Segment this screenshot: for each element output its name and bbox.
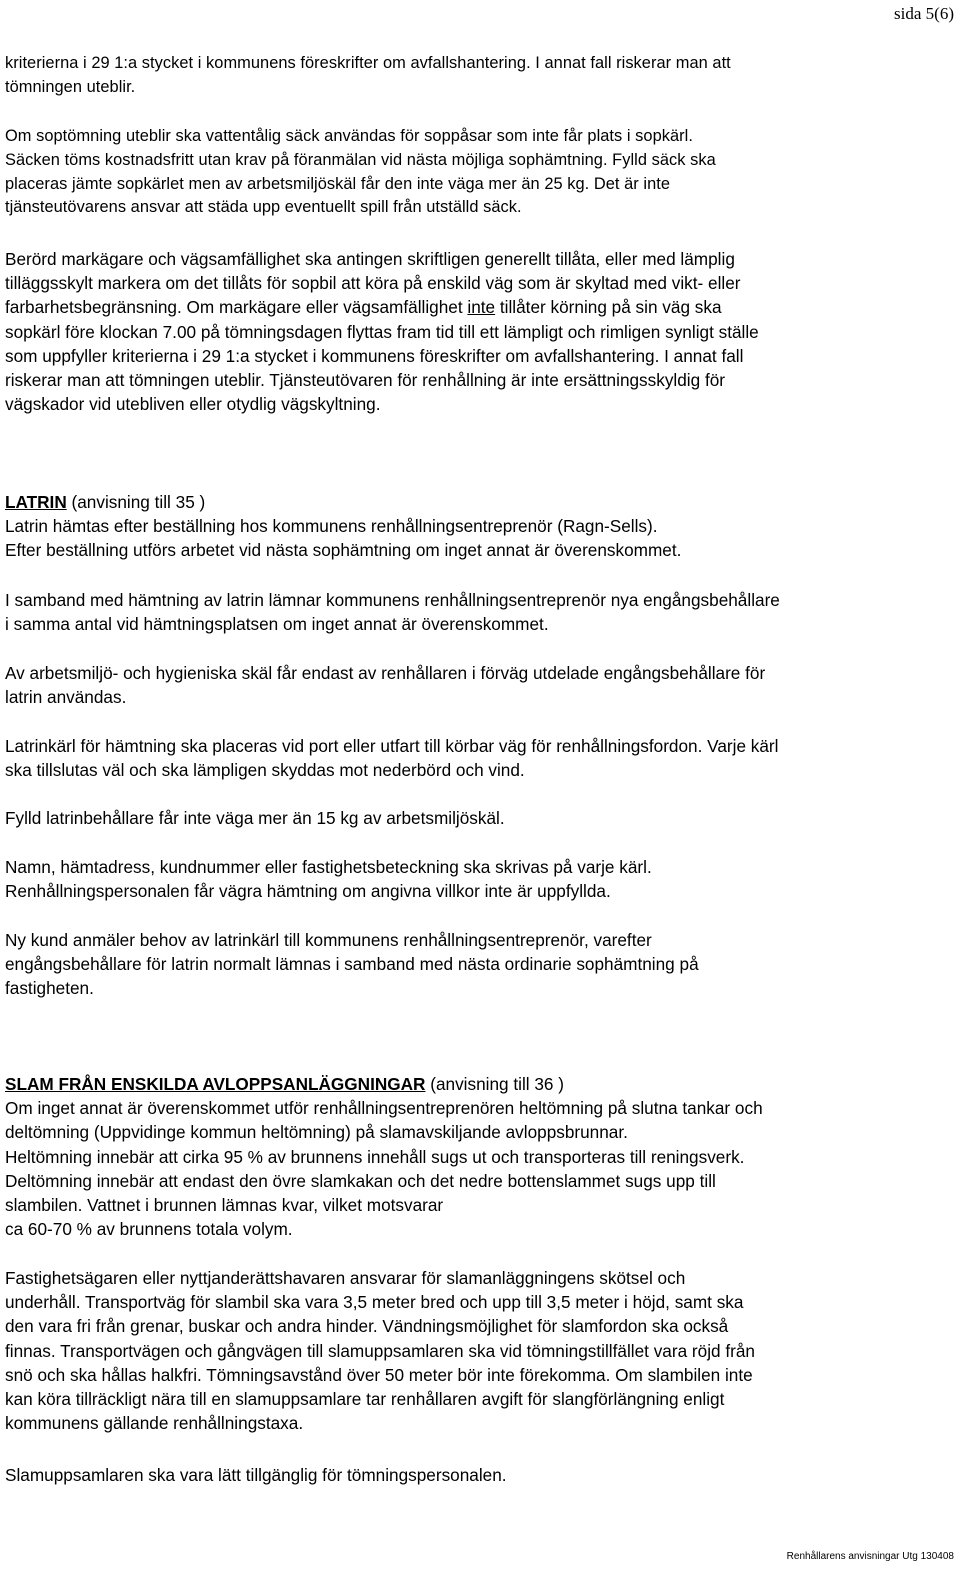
text-line: kommunens gällande renhållningstaxa.: [5, 1413, 304, 1434]
text-line: Fylld latrinbehållare får inte väga mer än 15 kg av arbetsmiljöskäl.: [5, 808, 505, 828]
heading-line: [5, 1072, 955, 1096]
text-line: som uppfyller kriterierna i 29 1:a stycket i kommunens föreskrifter om avfallshantering. I annat fall: [5, 345, 744, 366]
text-line: Om soptömning uteblir ska vattentålig säck användas för soppåsar som inte får plats i sopkärl.: [5, 127, 693, 145]
text-line: I samband med hämtning av latrin lämnar kommunens renhållningsentreprenör nya engångsbehållare: [5, 590, 780, 610]
text-line: vägskador vid utebliven eller otydlig vägskyltning.: [5, 394, 381, 415]
section-latrin-heading: [5, 490, 955, 563]
section-title: SLAM FRÅN ENSKILDA AVLOPPSANLÄGGNINGAR: [5, 1074, 426, 1094]
text-line: latrin användas.: [5, 687, 127, 708]
text-line: Ny kund anmäler behov av latrinkärl till kommunens renhållningsentreprenör, varefter: [5, 930, 652, 950]
text-line: fastigheten.: [5, 978, 94, 999]
text-line: underhåll. Transportväg för slambil ska vara 3,5 meter bred och upp till 3,5 meter i höjd, samt ska: [5, 1292, 744, 1313]
text-line: Säcken töms kostnadsfritt utan krav på föranmälan vid nästa möjliga sophämtning. Fylld säck ska: [5, 150, 716, 169]
text-line: ska tillslutas väl och ska lämpligen skyddas mot nederbörd och vind.: [5, 760, 525, 781]
text-segment: tillåter körning på sin väg ska: [495, 297, 722, 318]
text-line: Om inget annat är överenskommet utför renhållningsentreprenören heltömning på slutna tankar och: [5, 1098, 763, 1119]
paragraph-slam-access: [5, 1463, 955, 1487]
text-line: [5, 295, 955, 319]
text-line: Efter beställning utförs arbetet vid nästa sophämtning om inget annat är överenskommet.: [5, 540, 682, 561]
text-line: ca 60-70 % av brunnens totala volym.: [5, 1219, 293, 1240]
text-line: tilläggsskylt markera om det tillåts för sopbil att köra på enskild väg som är skyltad med vikt- eller: [5, 273, 741, 294]
page-number: sida 5(6): [894, 4, 954, 23]
text-line: engångsbehållare för latrin normalt lämnas i samband med nästa ordinarie sophämtning på: [5, 954, 699, 975]
section-title: LATRIN: [5, 492, 67, 512]
paragraph-latrin-labeling: [5, 855, 955, 903]
text-line: Av arbetsmiljö- och hygieniska skäl får endast av renhållaren i förväg utdelade engångsbehållare för: [5, 663, 766, 683]
text-line: tömningen uteblir.: [5, 77, 136, 96]
text-line: snö och ska hållas halkfri. Tömningsavstånd över 50 meter bör inte förekomma. Om slambilen inte: [5, 1364, 753, 1385]
text-line: kan köra tillräckligt nära till en slamuppsamlare tar renhållaren avgift för slangförlängning enligt: [5, 1389, 725, 1410]
text-line: den vara fri från grenar, buskar och andra hinder. Vändningsmöjlighet för slamfordon ska också: [5, 1316, 729, 1337]
paragraph-criteria: [5, 52, 955, 100]
text-line: riskerar man att tömningen uteblir. Tjänsteutövaren för renhållning är inte ersättningsskyldig för: [5, 370, 726, 391]
paragraph-latrin-new-customer: [5, 928, 955, 1001]
text-line: Renhållningspersonalen får vägra hämtning om angivna villkor inte är uppfyllda.: [5, 881, 611, 902]
text-line: i samma antal vid hämtningsplatsen om inget annat är överenskommet.: [5, 614, 549, 635]
text-line: Fastighetsägaren eller nyttjanderättshavaren ansvarar för slamanläggningens skötsel och: [5, 1268, 686, 1288]
text-line: Latrinkärl för hämtning ska placeras vid port eller utfart till körbar väg för renhållningsfordon. Varje kärl: [5, 736, 779, 756]
paragraph-latrin-weight: [5, 806, 955, 830]
text-line: kriterierna i 29 1:a stycket i kommunens föreskrifter om avfallshantering. I annat fall riskerar man att: [5, 54, 731, 72]
paragraph-latrin-placement: [5, 734, 955, 782]
paragraph-landowner: [5, 247, 955, 416]
paragraph-latrin-replacement: [5, 588, 955, 636]
text-line: deltömning (Uppvidinge kommun heltömning) på slamavskiljande avloppsbrunnar.: [5, 1122, 628, 1143]
text-line: Deltömning innebär att endast den övre slamkakan och det nedre bottenslammet sugs upp till: [5, 1170, 716, 1191]
paragraph-slam-responsibility: [5, 1266, 955, 1435]
footer-document-id: Renhållarens anvisningar Utg 130408: [786, 1551, 954, 1562]
section-reference: (anvisning till 36 ): [425, 1074, 564, 1094]
paragraph-waste-bag: [5, 125, 955, 220]
text-line: finnas. Transportvägen och gångvägen till slamuppsamlaren ska vid tömningstillfället vara röjd från: [5, 1340, 755, 1361]
text-line: sopkärl före klockan 7.00 på tömningsdagen flyttas fram tid till ett lämpligt och rimligen synligt ställe: [5, 321, 759, 342]
section-slam: [5, 1072, 955, 1241]
paragraph-latrin-containers: [5, 661, 955, 709]
text-segment: farbarhetsbegränsning. Om markägare eller vägsamfällighet: [5, 297, 468, 318]
text-line: Latrin hämtas efter beställning hos kommunens renhållningsentreprenör (Ragn-Sells).: [5, 516, 658, 537]
heading-line: [5, 490, 955, 514]
text-line: Berörd markägare och vägsamfällighet ska antingen skriftligen generellt tillåta, eller med lämplig: [5, 249, 735, 269]
text-line: Heltömning innebär att cirka 95 % av brunnens innehåll sugs ut och transporteras till reningsverk.: [5, 1146, 745, 1167]
section-reference: (anvisning till 35 ): [66, 492, 206, 512]
text-line: Slamuppsamlaren ska vara lätt tillgänglig för tömningspersonalen.: [5, 1465, 507, 1485]
text-line: slambilen. Vattnet i brunnen lämnas kvar, vilket motsvarar: [5, 1195, 444, 1216]
text-line: tjänsteutövarens ansvar att städa upp eventuellt spill från utställd säck.: [5, 198, 522, 217]
text-line: placeras jämte sopkärlet men av arbetsmiljöskäl får den inte väga mer än 25 kg. Det är inte: [5, 174, 671, 193]
text-line: Namn, hämtadress, kundnummer eller fastighetsbeteckning ska skrivas på varje kärl.: [5, 857, 652, 877]
underlined-word: inte: [467, 297, 496, 318]
